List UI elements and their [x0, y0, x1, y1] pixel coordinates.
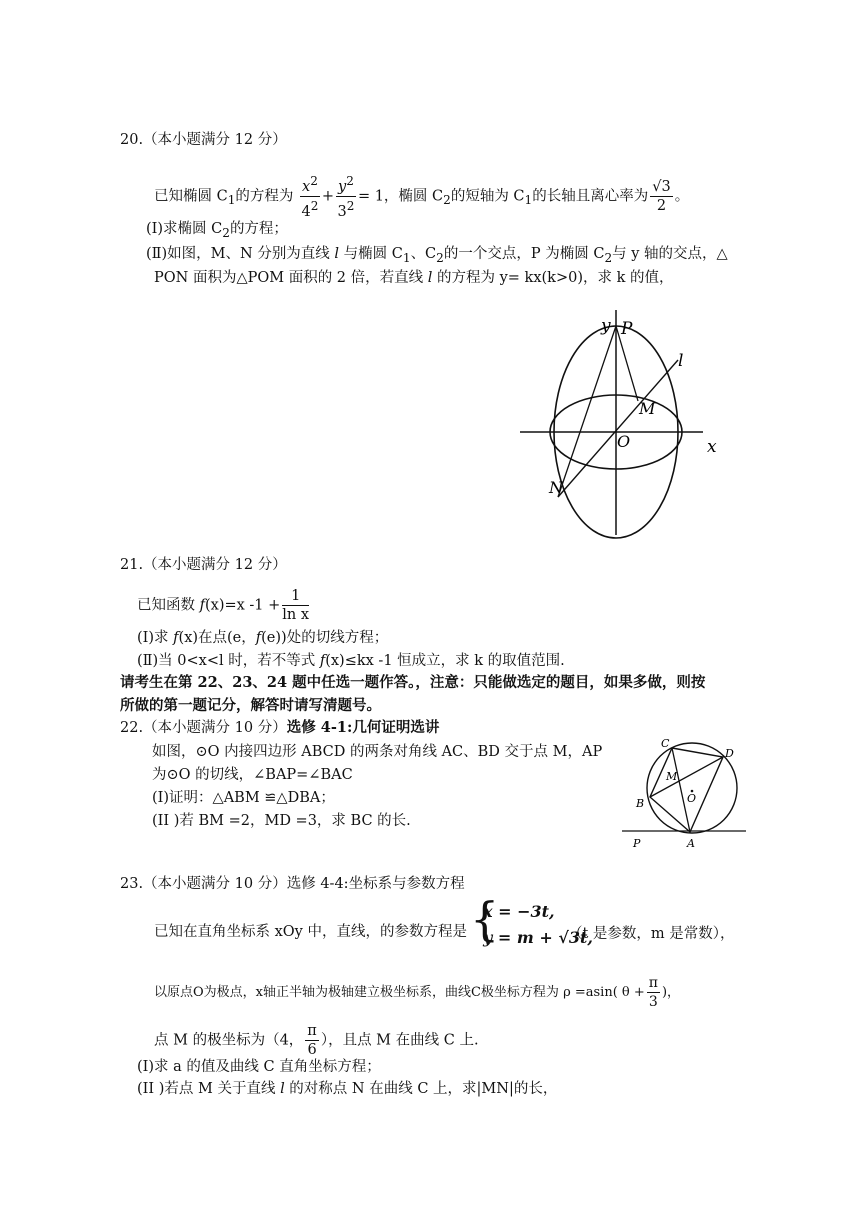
q23-line1-tail: （t 是参数，m 是常数），: [568, 926, 735, 942]
q20-part2-line1: (Ⅱ)如图，M、N 分别为直线 l 与椭圆 $C_1$、$C_2$的一个交点，P 为椭圆 $C_2$与 y 轴的交点，△: [146, 246, 728, 265]
q22-part1: (I)证明：△ABM ≌△DBA；: [152, 790, 335, 806]
label-O: O: [687, 792, 697, 805]
label-y: y: [601, 316, 611, 336]
q23-line2: 以原点O为极点，x轴正半轴为极轴建立极坐标系，曲线C极坐标方程为 ρ =asin( θ + $\frac{\pi}{3}$ )，: [154, 975, 681, 1010]
q23-line1-text: 已知在直角坐标系 xOy 中，直线，的参数方程是: [154, 924, 467, 940]
notice-line1: 请考生在第 22、23、24 题中任选一题作答。，注意：只能做选定的题目，如果多做，则按: [120, 674, 706, 691]
label-P: P: [621, 319, 633, 339]
ellipse-x-term: $\frac{x^2}{4^2}$: [301, 174, 319, 220]
q20-part2-line2: PON 面积为△POM 面积的 2 倍，若直线 l 的方程为 y= kx(k>0)，求 k 的值，: [154, 270, 674, 286]
q23-part2: (II )若点 M 关于直线 l 的对称点 N 在曲线 C 上，求|MN|的长，: [137, 1081, 558, 1097]
q20-text: 的方程为: [235, 188, 294, 205]
q20-text: ，椭圆 C: [383, 188, 444, 205]
q20-statement: 已知椭圆 $C_1$的方程为 $\frac{x^2}{4^2}$ + $\frac{y^2}{3^2}$ = 1，椭圆 $C_2$的短轴为 $C_1$的长轴且离心率为 $\frac{√3}{2}$ 。: [154, 174, 690, 220]
line-l: [558, 360, 678, 497]
q20-ellipse-figure: [515, 305, 730, 540]
q23-header: 23.（本小题满分 10 分）选修 4-4:坐标系与参数方程: [120, 876, 465, 892]
q20-header: 20.（本小题满分 12 分）: [120, 132, 287, 148]
label-O: O: [617, 432, 631, 451]
q21-part2: (Ⅱ)当 0<x<l 时，若不等式 f(x)≤kx -1 恒成立，求 k 的取值范围.: [137, 653, 565, 669]
system-eq2: y = m + √3t,: [483, 928, 593, 947]
q21-fraction: $\frac{1}{\text{ln x}}$: [282, 588, 310, 623]
eccentricity-fraction: $\frac{√3}{2}$: [652, 178, 671, 214]
q22-line2: 为⊙O 的切线，∠BAP=∠BAC: [152, 767, 353, 783]
segment-pn: [558, 326, 616, 497]
label-C: C: [661, 737, 670, 750]
q22-header: 22.（本小题满分 10 分）选修 4-1:几何证明选讲: [120, 719, 440, 736]
q23-part1: (I)求 a 的值及曲线 C 直角坐标方程；: [137, 1059, 381, 1075]
subscript: 1: [227, 193, 236, 208]
q22-circle-figure: [618, 735, 750, 850]
label-M: M: [666, 770, 678, 783]
pi-over-3: $\frac{\pi}{3}$: [648, 975, 658, 1010]
q21-header: 21.（本小题满分 12 分）: [120, 557, 287, 573]
q21-part1: (I)求 f(x)在点(e，f(e))处的切线方程；: [137, 630, 389, 646]
q22-part2: (II )若 BM =2，MD =3，求 BC 的长.: [152, 813, 411, 829]
label-D: D: [725, 747, 734, 760]
q20-text: 已知椭圆 C: [154, 188, 228, 205]
system-brace: {: [470, 892, 500, 946]
diagonal-bd: [650, 757, 723, 797]
notice-line2: 所做的第一题记分，解答时请写清题号。: [120, 697, 381, 714]
system-eq1: x = −3t,: [483, 902, 555, 921]
label-B: B: [636, 797, 645, 810]
q21-statement: 已知函数 f(x)=x -1 + $\frac{1}{\text{ln x}}$: [137, 588, 310, 623]
ellipse-y-term: $\frac{y^2}{3^2}$: [337, 174, 355, 220]
equation-rhs: = 1: [357, 188, 384, 205]
label-P: P: [633, 837, 641, 850]
label-M: M: [639, 399, 656, 418]
label-A: A: [687, 837, 695, 850]
quad-abcd: [650, 748, 723, 832]
pi-over-6: $\frac{\pi}{6}$: [307, 1023, 317, 1058]
label-x: x: [707, 437, 717, 457]
q22-line1: 如图，⊙O 内接四边形 ABCD 的两条对角线 AC、BD 交于点 M，AP: [152, 744, 603, 760]
plus-sign: +: [321, 188, 335, 205]
label-N: N: [549, 478, 563, 497]
label-l: l: [678, 351, 684, 371]
q20-part1: (I)求椭圆 $C_2$的方程；: [146, 221, 288, 240]
q23-line3: 点 M 的极坐标为（4， $\frac{\pi}{6}$ ），且点 M 在曲线 C 上.: [154, 1023, 479, 1058]
